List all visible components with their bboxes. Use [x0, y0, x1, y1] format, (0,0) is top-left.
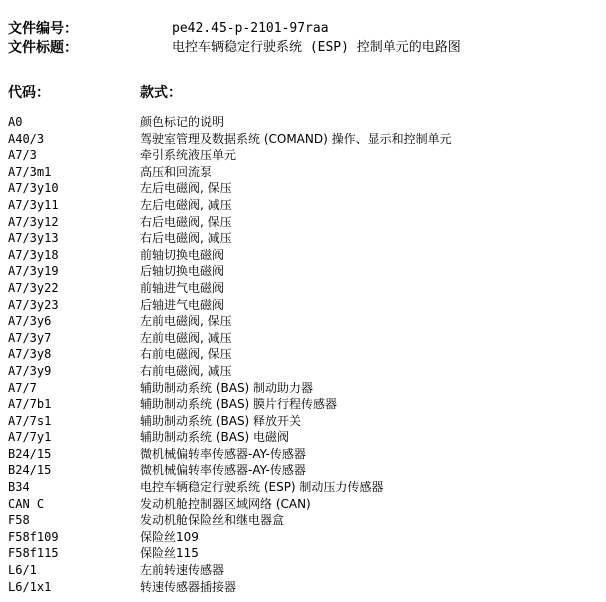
component-code: A7/7b1 — [8, 397, 52, 412]
component-code: A7/3 — [8, 148, 37, 163]
component-code: A7/3y22 — [8, 280, 59, 295]
list-item — [8, 545, 606, 562]
list-item — [8, 313, 606, 330]
component-code: A7/3y11 — [8, 197, 59, 212]
list-item — [8, 230, 606, 247]
component-code: F58 — [8, 513, 30, 528]
list-item — [8, 330, 606, 347]
component-code: A7/7y1 — [8, 430, 52, 445]
component-name: 发动机舱保险丝和继电器盒 — [140, 513, 285, 528]
list-item — [8, 363, 606, 380]
list-item — [8, 147, 606, 164]
component-code: A7/3y19 — [8, 264, 59, 279]
component-code: L6/1x1 — [8, 579, 52, 594]
component-code: F58f109 — [8, 529, 59, 544]
name-column-header: 款式： — [140, 85, 182, 101]
file-number-label: 文件编号： — [8, 21, 78, 37]
component-name: 发动机舱控制器区域网络 (CAN) — [140, 496, 311, 511]
component-name: 左后电磁阀, 减压 — [140, 197, 232, 212]
component-name: 左前转速传感器 — [140, 563, 225, 578]
list-item — [8, 396, 606, 413]
component-code: B24/15 — [8, 463, 52, 478]
list-item — [8, 197, 606, 214]
list-item — [8, 164, 606, 181]
component-code: L6/1 — [8, 563, 37, 578]
component-name: 高压和回流泵 — [140, 164, 213, 179]
component-name: 保险丝109 — [140, 529, 199, 544]
list-item — [8, 247, 606, 264]
list-item — [8, 529, 606, 546]
component-code: A0 — [8, 115, 23, 129]
component-name: 辅助制动系统 (BAS) 膜片行程传感器 — [140, 397, 338, 412]
component-code: A40/3 — [8, 131, 45, 146]
list-item — [8, 446, 606, 463]
component-name: 右后电磁阀, 减压 — [140, 231, 232, 246]
component-name: 微机械偏转率传感器-AY-传感器 — [140, 463, 306, 478]
component-name: 右前电磁阀, 保压 — [140, 347, 232, 362]
file-title-value: 电控车辆稳定行驶系统 (ESP) 控制单元的电路图 — [172, 40, 461, 55]
component-code: A7/3y6 — [8, 314, 52, 329]
component-name: 前轴进气电磁阀 — [140, 280, 225, 295]
component-code: A7/3y12 — [8, 214, 59, 229]
component-name: 左后电磁阀, 保压 — [140, 181, 232, 196]
list-item — [8, 380, 606, 397]
list-item — [8, 496, 606, 513]
component-name: 左前电磁阀, 减压 — [140, 330, 232, 345]
component-name: 前轴切换电磁阀 — [140, 247, 225, 262]
component-code: CAN C — [8, 496, 45, 511]
component-name: 电控车辆稳定行驶系统 (ESP) 制动压力传感器 — [140, 480, 384, 495]
component-code: A7/3y10 — [8, 181, 59, 196]
component-code: A7/7s1 — [8, 413, 52, 428]
component-name: 后轴进气电磁阀 — [140, 297, 225, 312]
component-name: 后轴切换电磁阀 — [140, 264, 225, 279]
component-name: 微机械偏转率传感器-AY-传感器 — [140, 446, 306, 461]
list-item — [8, 579, 606, 596]
component-code: A7/3y9 — [8, 363, 52, 378]
list-item — [8, 280, 606, 297]
component-code: B34 — [8, 480, 30, 495]
file-title-label: 文件标题： — [8, 40, 78, 56]
component-name: 牵引系统液压单元 — [140, 148, 237, 163]
list-item — [8, 429, 606, 446]
list-item — [8, 214, 606, 231]
list-item — [8, 180, 606, 197]
component-name: 左前电磁阀, 保压 — [140, 314, 232, 329]
list-item — [8, 346, 606, 363]
component-code: A7/3m1 — [8, 164, 52, 179]
list-item — [8, 114, 606, 131]
component-list — [8, 114, 606, 595]
component-name: 辅助制动系统 (BAS) 电磁阀 — [140, 430, 290, 445]
list-item — [8, 562, 606, 579]
component-code: A7/3y23 — [8, 297, 59, 312]
component-name: 转速传感器插接器 — [140, 579, 237, 594]
component-code: A7/3y18 — [8, 247, 59, 262]
list-item — [8, 413, 606, 430]
list-item — [8, 512, 606, 529]
component-code: B24/15 — [8, 446, 52, 461]
component-name: 辅助制动系统 (BAS) 释放开关 — [140, 413, 302, 428]
component-code: A7/3y7 — [8, 330, 52, 345]
list-item — [8, 131, 606, 148]
list-item — [8, 479, 606, 496]
list-item — [8, 297, 606, 314]
code-column-header: 代码： — [8, 85, 50, 101]
component-name: 右前电磁阀, 减压 — [140, 363, 232, 378]
component-name: 右后电磁阀, 保压 — [140, 214, 232, 229]
component-name: 驾驶室管理及数据系统 (COMAND) 操作、显示和控制单元 — [140, 131, 452, 146]
list-item — [8, 263, 606, 280]
component-code: F58f115 — [8, 546, 59, 561]
component-code: A7/3y8 — [8, 347, 52, 362]
component-code: A7/3y13 — [8, 231, 59, 246]
file-number-value: pe42.45-p-2101-97raa — [172, 21, 329, 36]
component-name: 辅助制动系统 (BAS) 制动助力器 — [140, 380, 314, 395]
list-item — [8, 462, 606, 479]
component-name: 颜色标记的说明 — [140, 115, 225, 129]
component-code: A7/7 — [8, 380, 37, 395]
component-name: 保险丝115 — [140, 546, 199, 561]
